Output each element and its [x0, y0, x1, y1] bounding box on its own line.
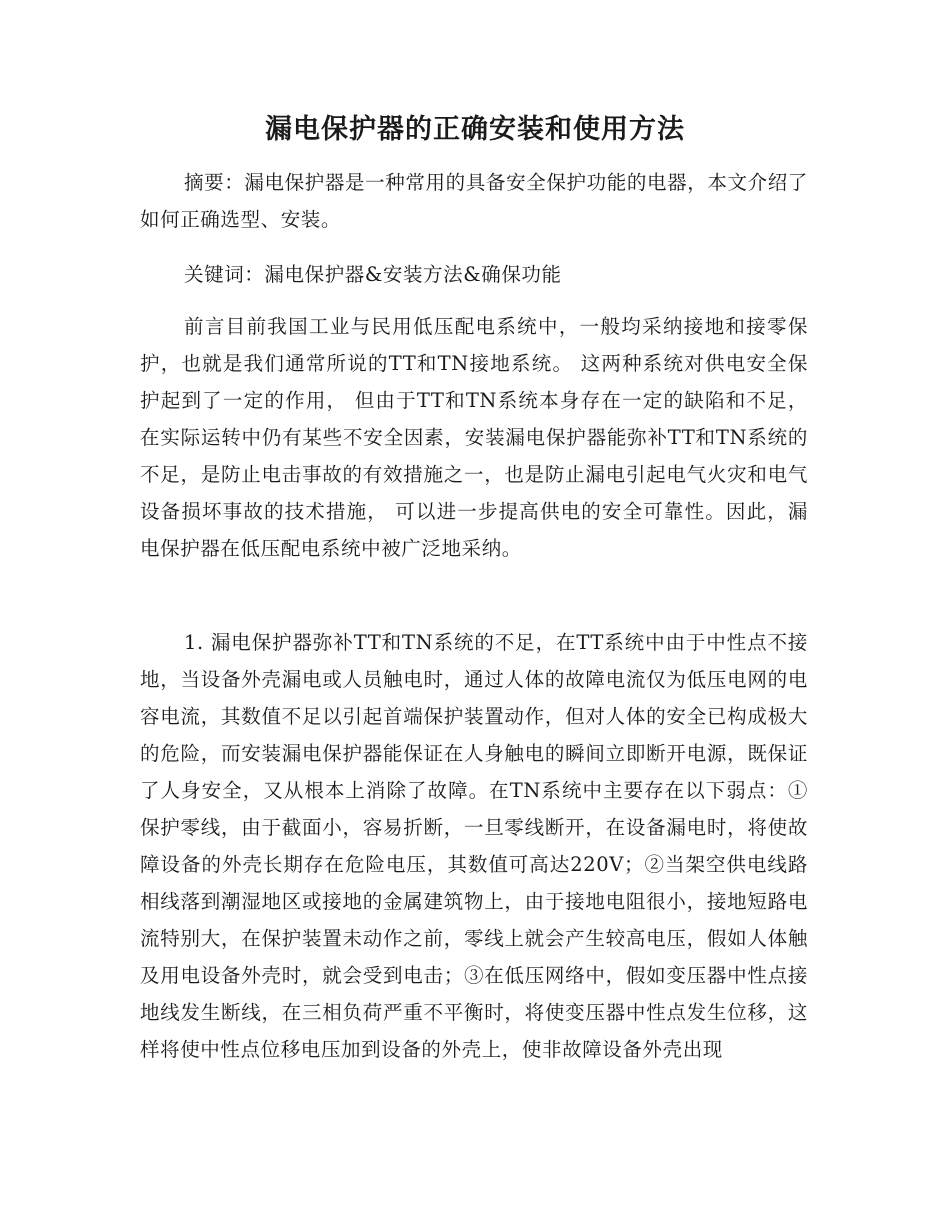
keywords-paragraph: 关键词：漏电保护器&安装方法&确保功能: [184, 263, 562, 286]
intro-paragraph: 前言目前我国工业与民用低压配电系统中，一般均采纳接地和接零保护，也就是我们通常所说的TT和TN接地系统。 这两种系统对供电安全保护起到了一定的作用， 但由于TT和TN系统本身存在一定的缺陷和不足，在实际运转中仍有某些不安全因素，安装漏电保护器能弥补TT和TN系统的不足，是防止电击事故的有效措施之一，也是防止漏电引起电气火灾和电气设备损坏事故的技术措施， 可以进一步提高供电的安全可靠性。因此，漏电保护器在低压配电系统中被广泛地采纳。: [140, 315, 808, 560]
document-title: 漏电保护器的正确安装和使用方法: [265, 114, 685, 145]
abstract-paragraph: 摘要：漏电保护器是一种常用的具备安全保护功能的电器，本文介绍了如何正确选型、安装。: [140, 171, 808, 231]
section-1-paragraph: 1. 漏电保护器弥补TT和TN系统的不足，在TT系统中由于中性点不接地，当设备外壳漏电或人员触电时，通过人体的故障电流仅为低压电网的电容电流，其数值不足以引起首端保护装置动作，但对人体的安全已构成极大的危险，而安装漏电保护器能保证在人身触电的瞬间立即断开电源，既保证了人身安全，又从根本上消除了故障。在TN系统中主要存在以下弱点：①保护零线，由于截面小，容易折断，一旦零线断开，在设备漏电时，将使故障设备的外壳长期存在危险电压，其数值可高达220V；②当架空供电线路相线落到潮湿地区或接地的金属建筑物上，由于接地电阻很小，接地短路电流特别大，在保护装置未动作之前，零线上就会产生较高电压，假如人体触及用电设备外壳时，就会受到电击；③在低压网络中，假如变压器中性点接地线发生断线，在三相负荷严重不平衡时，将使变压器中性点发生位移，这样将使中性点位移电压加到设备的外壳上，使非故障设备外壳出现: [140, 631, 808, 1061]
